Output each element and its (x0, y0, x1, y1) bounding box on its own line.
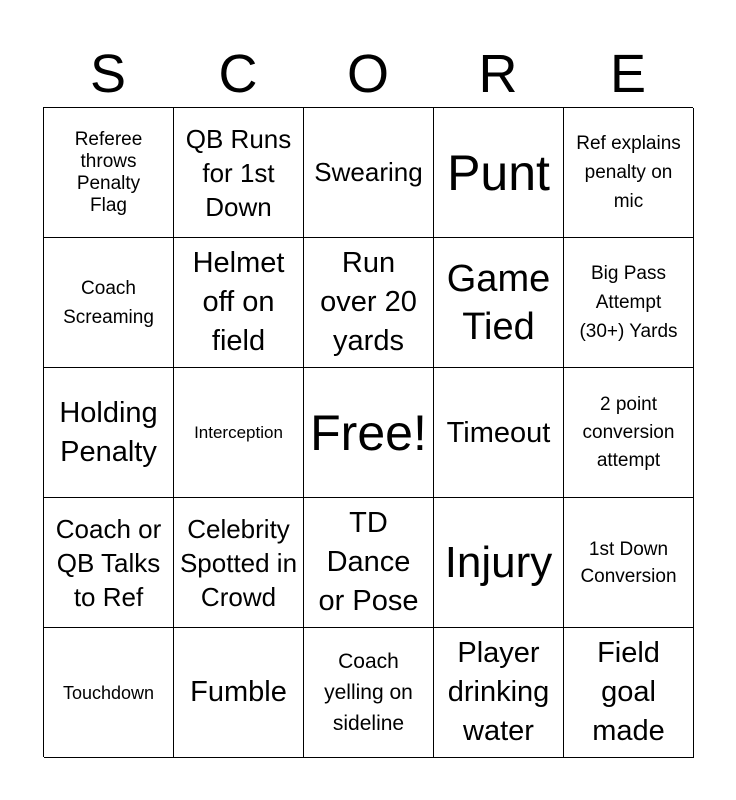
bingo-header (43, 42, 693, 106)
header-letter-o: O (346, 44, 389, 104)
bingo-cell-holding-penalty[interactable] (44, 368, 174, 498)
bingo-cell-referee-penalty-flag[interactable] (44, 108, 174, 238)
cell-label: Field goal made (592, 637, 665, 747)
cell-label: Free! (310, 404, 427, 461)
cell-label: Game Tied (446, 257, 551, 348)
bingo-cell-run-over-20-yards[interactable] (304, 238, 434, 368)
bingo-cell-coach-yelling-sideline[interactable] (304, 628, 434, 758)
cell-label: Celebrity Spotted in Crowd (179, 513, 298, 612)
cell-label: 1st Down Conversion (580, 538, 677, 587)
cell-label: Punt (447, 144, 550, 201)
header-letter-r: R (478, 44, 518, 104)
header-letter-e: E (609, 44, 647, 104)
bingo-cell-punt[interactable] (434, 108, 564, 238)
bingo-cell-field-goal-made[interactable] (564, 628, 694, 758)
header-letter-s: S (89, 44, 127, 104)
cell-label: TD Dance or Pose (318, 507, 419, 617)
bingo-cell-2-point-conversion[interactable] (564, 368, 694, 498)
bingo-cell-touchdown[interactable] (44, 628, 174, 758)
cell-label: Injury (444, 537, 553, 587)
bingo-board (43, 107, 693, 757)
bingo-cell-swearing[interactable] (304, 108, 434, 238)
cell-label: Timeout (446, 416, 551, 449)
bingo-cell-game-tied[interactable] (434, 238, 564, 368)
bingo-cell-injury[interactable] (434, 498, 564, 628)
cell-label: Big Pass Attempt (30+) Yards (579, 263, 678, 342)
bingo-cell-free-space[interactable] (304, 368, 434, 498)
cell-label: Referee throws Penalty Flag (74, 128, 143, 216)
cell-label: Coach or QB Talks to Ref (55, 513, 162, 612)
cell-label: QB Runs for 1st Down (185, 123, 292, 222)
header-letter-c: C (218, 44, 258, 104)
bingo-cell-fumble[interactable] (174, 628, 304, 758)
cell-label: Interception (194, 422, 283, 442)
cell-label: Swearing (314, 157, 423, 187)
cell-label: Run over 20 yards (320, 247, 417, 357)
cell-label: Ref explains penalty on mic (576, 133, 681, 212)
cell-label: Helmet off on field (192, 247, 285, 357)
cell-label: Coach yelling on sideline (324, 650, 413, 735)
bingo-cell-big-pass-attempt[interactable] (564, 238, 694, 368)
cell-label: 2 point conversion attempt (582, 393, 675, 471)
bingo-cell-qb-runs-first-down[interactable] (174, 108, 304, 238)
bingo-cell-td-dance[interactable] (304, 498, 434, 628)
bingo-cell-ref-explains-penalty[interactable] (564, 108, 694, 238)
cell-label: Holding Penalty (59, 396, 158, 468)
bingo-cell-coach-screaming[interactable] (44, 238, 174, 368)
cell-label: Coach Screaming (63, 277, 154, 328)
cell-label: Touchdown (62, 682, 155, 703)
bingo-cell-timeout[interactable] (434, 368, 564, 498)
bingo-cell-celebrity-spotted[interactable] (174, 498, 304, 628)
cell-label: Player drinking water (447, 637, 550, 747)
bingo-cell-interception[interactable] (174, 368, 304, 498)
cell-label: Fumble (190, 676, 287, 708)
bingo-cell-helmet-off[interactable] (174, 238, 304, 368)
bingo-cell-coach-qb-talks-ref[interactable] (44, 498, 174, 628)
bingo-cell-1st-down-conversion[interactable] (564, 498, 694, 628)
bingo-cell-player-drinking-water[interactable] (434, 628, 564, 758)
